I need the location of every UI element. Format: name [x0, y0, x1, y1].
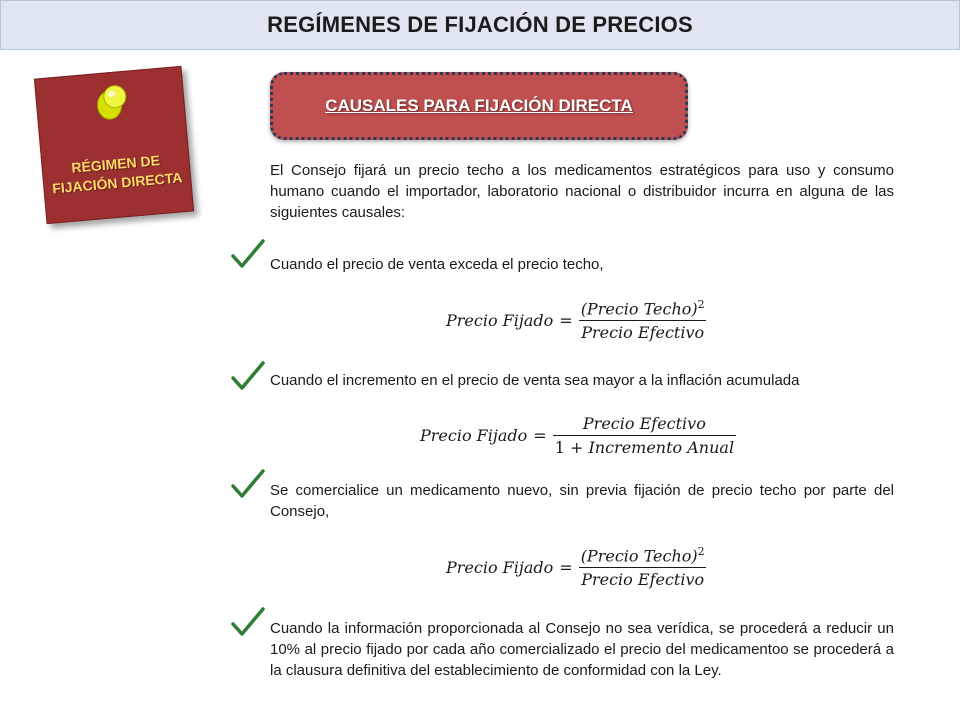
formula-lhs: Precio Fijado — [446, 310, 554, 330]
formula-1 — [446, 298, 707, 342]
push-pin-icon — [88, 79, 136, 127]
sticky-label — [42, 149, 191, 200]
formula-2 — [420, 414, 736, 457]
page-title: REGÍMENES DE FIJACIÓN DE PRECIOS — [267, 12, 693, 37]
formula-equals: = — [559, 557, 573, 577]
checkmark-icon — [230, 360, 266, 392]
formula-numerator: Precio Efectivo — [582, 414, 706, 433]
causal-text-3: Se comercialice un medicamento nuevo, sin previa fijación de precio techo por parte del Consejo, — [270, 482, 894, 520]
causal-text-2: Cuando el incremento en el precio de venta sea mayor a la inflación acumulada — [270, 372, 800, 389]
causal-text-1: Cuando el precio de venta exceda el precio techo, — [270, 256, 604, 273]
formula-denominator: Precio Efectivo — [579, 567, 706, 589]
causal-text-4: Cuando la información proporcionada al Consejo no sea verídica, se procederá a reducir un 10% al precio fijado por cada año comercializado el precio del medicamentoo se procederá a la clausura definitiva del establecimiento de conformidad con la Ley. — [270, 620, 894, 679]
intro-paragraph: El Consejo fijará un precio techo a los medicamentos estratégicos para uso y consumo humano cuando el importador, laboratorio nacional o distribuidor incurra en alguna de las siguientes causales: — [270, 162, 894, 221]
sticky-line-1: RÉGIMEN DE — [70, 152, 161, 176]
formula-numerator: (Precio Techo)$^2$ — [580, 545, 705, 566]
title-bar — [0, 0, 960, 50]
formula-numerator: (Precio Techo)$^2$ — [580, 298, 705, 319]
formula-equals: = — [559, 310, 573, 330]
sticky-line-2: FIJACIÓN DIRECTA — [51, 169, 183, 197]
checkmark-icon — [230, 606, 266, 638]
formula-3 — [446, 545, 707, 589]
formula-lhs: Precio Fijado — [446, 557, 554, 577]
formula-denominator: 1 + Incremento Anual — [553, 435, 736, 457]
sticky-note — [34, 66, 194, 224]
causales-button-label: CAUSALES PARA FIJACIÓN DIRECTA — [325, 96, 633, 115]
checkmark-icon — [230, 238, 266, 270]
checkmark-icon — [230, 468, 266, 500]
causales-button[interactable] — [270, 72, 688, 140]
formula-fraction — [579, 545, 707, 589]
formula-denominator: Precio Efectivo — [579, 320, 706, 342]
formula-fraction — [579, 298, 707, 342]
formula-equals: = — [533, 426, 547, 445]
formula-fraction — [553, 414, 736, 457]
formula-lhs: Precio Fijado — [420, 426, 528, 445]
